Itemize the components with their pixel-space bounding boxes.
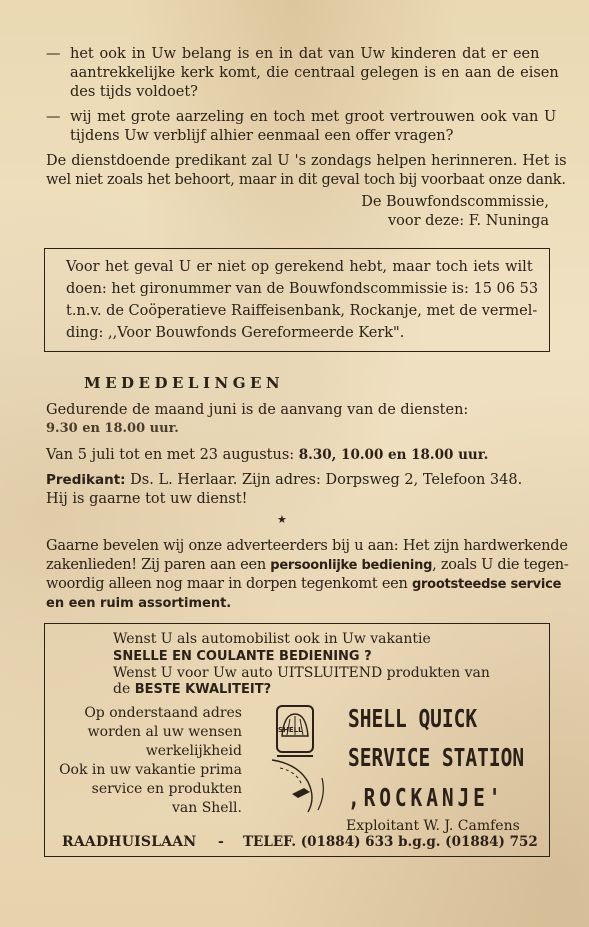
shell-title-line2: SERVICE STATION xyxy=(348,743,525,772)
giro-line3: t.n.v. de Coöperatieve Raiffeisenbank, Rockanje, met de vermel- xyxy=(66,303,538,319)
star-icon: ★ xyxy=(277,513,287,526)
giro-line1: Voor het geval U er niet op gerekend hebt, maar toch iets wilt xyxy=(66,259,533,275)
predikant-label: Predikant: xyxy=(46,472,126,488)
signature-line2: voor deze: F. Nuninga xyxy=(387,213,549,229)
predikant-line2: Hij is gaarne tot uw dienst! xyxy=(46,491,248,507)
shell-phone: TELEF. (01884) 633 b.g.g. (01884) 752 xyxy=(243,834,538,850)
shell-left-line2: worden al uw wensen xyxy=(87,724,242,740)
appeal-item2-line2: tijdens Uw verblijf alhier eenmaal een offer vragen? xyxy=(70,128,454,144)
shell-logo-text: SHELL xyxy=(278,726,303,734)
advertisers-line2 xyxy=(46,556,569,575)
june-line: Gedurende de maand juni is de aanvang van de diensten: xyxy=(46,402,469,418)
giro-line4: ding: ,,Voor Bouwfonds Gereformeerde Kerk". xyxy=(66,325,405,341)
ad-text: Wenst U voor Uw auto xyxy=(113,665,278,681)
july-line xyxy=(46,446,488,465)
announcements-heading: MEDEDELINGEN xyxy=(84,374,285,392)
bullet-dash: — xyxy=(46,109,61,125)
adv-text: zakenlieden! Zij paren aan een xyxy=(46,557,271,573)
ad-text: produkten van xyxy=(382,665,490,681)
shell-pump-illustration xyxy=(268,702,330,814)
ad-emphasis: UITSLUITEND xyxy=(277,665,383,681)
shell-title-line1: SHELL QUICK xyxy=(348,704,478,733)
shell-left-line3: werkelijkheid xyxy=(145,743,242,759)
shell-separator: - xyxy=(218,834,224,850)
shell-address: RAADHUISLAAN xyxy=(62,834,197,850)
predikant-line xyxy=(46,471,522,490)
shell-left-line4: Ook in uw vakantie prima xyxy=(59,762,242,778)
shell-left-line1: Op onderstaand adres xyxy=(84,705,242,721)
appeal-item1-line3: des tijds voldoet? xyxy=(70,84,198,100)
appeal-paragraph-line2: wel niet zoals het behoort, maar in dit geval toch bij voorbaat onze dank. xyxy=(46,172,566,188)
shell-left-line5: service en produkten xyxy=(91,781,242,797)
ad-emphasis: BESTE KWALITEIT? xyxy=(134,682,272,697)
signature-line1: De Bouwfondscommissie, xyxy=(361,194,549,210)
appeal-item2-line1: wij met grote aarzeling en toch met groot vertrouwen ook van U xyxy=(70,109,557,125)
july-text: Van 5 juli tot en met 23 augustus: xyxy=(46,447,299,463)
shell-ad-line4 xyxy=(113,681,271,697)
adv-text: woordig alleen nog maar in dorpen tegenkomt een xyxy=(46,576,412,592)
predikant-text: Ds. L. Herlaar. Zijn adres: Dorpsweg 2, Telefoon 348. xyxy=(125,472,523,488)
appeal-item1-line1: het ook in Uw belang is en in dat van Uw kinderen dat er een xyxy=(70,46,540,62)
shell-title-line3: ‚ROCKANJE' xyxy=(348,783,505,812)
shell-ad-line2: SNELLE EN COULANTE BEDIENING ? xyxy=(113,649,372,664)
appeal-paragraph-line1: De dienstdoende predikant zal U 's zondags helpen herinneren. Het is xyxy=(46,153,567,169)
shell-exploitant: Exploitant W. J. Camfens xyxy=(346,818,520,834)
june-times: 9.30 en 18.00 uur. xyxy=(46,421,179,436)
shell-ad-line1: Wenst U als automobilist ook in Uw vakantie xyxy=(113,631,431,647)
appeal-item1-line2: aantrekkelijke kerk komt, die centraal gelegen is en aan de eisen xyxy=(70,65,559,81)
advertisers-line1: Gaarne bevelen wij onze adverteerders bij u aan: Het zijn hardwerkende xyxy=(46,538,568,554)
bullet-dash: — xyxy=(46,46,61,62)
adv-text: , zoals U die tegen- xyxy=(432,557,569,573)
ad-text: de xyxy=(113,681,135,697)
adv-emphasis: grootsteedse service xyxy=(411,577,562,592)
july-times: 8.30, 10.00 en 18.00 uur. xyxy=(298,447,489,463)
advertisers-line4: en een ruim assortiment. xyxy=(46,596,232,611)
advertisers-line3 xyxy=(46,575,561,594)
shell-left-line6: van Shell. xyxy=(171,800,242,816)
adv-emphasis: persoonlijke bediening xyxy=(270,558,433,573)
giro-line2: doen: het gironummer van de Bouwfondscommissie is: 15 06 53 xyxy=(66,281,539,297)
